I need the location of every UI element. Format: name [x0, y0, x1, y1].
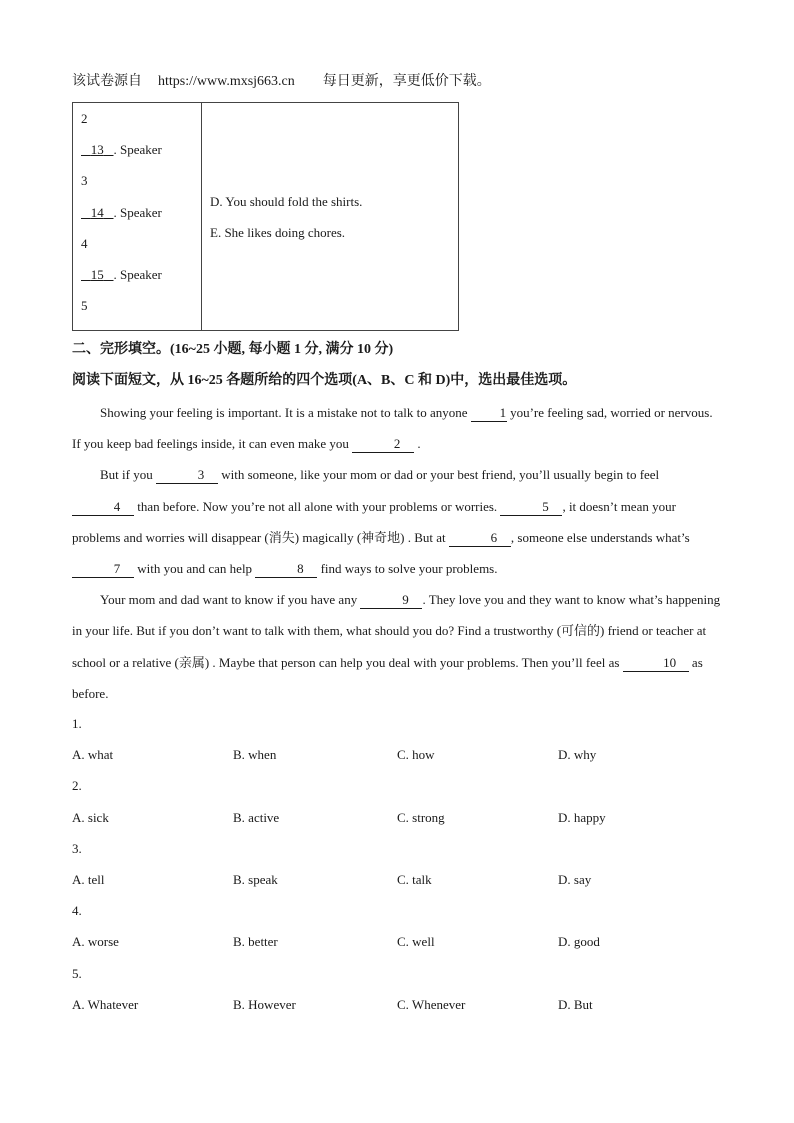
section-title: 二、完形填空。(16~25 小题, 每小题 1 分, 满分 10 分) [72, 342, 394, 357]
option-b[interactable]: B. However [233, 996, 296, 1012]
speaker-row [81, 134, 201, 165]
speaker-label: . Speaker [113, 204, 162, 220]
cloze-blank-3[interactable]: 3 [156, 466, 218, 484]
paragraph-2: But if you 3 with someone, like your mom or dad or your best friend, you’ll usually begin to feel 4 than before. Now you’re not all alone with your problems or worries. 5 , it doesn’t mean your problems and worries will disappear (消失) magically (神奇地) . But at 6 , someone else understands what’s 7 with you and can help 8 find ways to solve your problems. [72, 467, 690, 577]
question-number: 1. [72, 716, 82, 731]
cloze-blank-2[interactable]: 2 [352, 435, 414, 453]
question-options [72, 802, 724, 833]
option-c[interactable]: C. talk [397, 871, 432, 887]
question-number: 4. [72, 903, 82, 919]
question-options [72, 989, 724, 1020]
cloze-blank-10[interactable]: 10 [623, 654, 689, 672]
option-d[interactable]: D. why [558, 747, 597, 763]
question-options [72, 864, 724, 895]
cloze-blank-5[interactable]: 5 [500, 498, 562, 516]
question-number: 3. [72, 840, 82, 856]
option-d[interactable]: D. happy [558, 809, 606, 825]
speaker-column [73, 103, 202, 331]
option-a[interactable]: A. sick [72, 809, 109, 825]
paragraph-3: Your mom and dad want to know if you have any 9 . They love you and they want to know what’s happening in your life. But if you don’t want to talk with them, what should you do? Find a trustworthy (可信的) friend or teacher at school or a relative (亲属) . Maybe that person can help you deal with your problems. Then you’ll feel as 10 as before. [72, 592, 721, 701]
option-c[interactable]: C. strong [397, 809, 445, 825]
answer-blank-15[interactable]: 15 [90, 266, 104, 282]
option-b[interactable]: B. when [233, 747, 277, 763]
answer-blank-14[interactable]: 14 [90, 204, 104, 220]
source-label: 该试卷源自 [72, 74, 142, 89]
cloze-blank-1[interactable]: 1 [471, 404, 507, 422]
option-c[interactable]: C. how [397, 747, 435, 763]
cloze-blank-9[interactable]: 9 [360, 591, 422, 609]
matching-table [72, 102, 459, 331]
speaker-number: 3 [81, 173, 88, 189]
cloze-blank-6[interactable]: 6 [449, 529, 511, 547]
option-d[interactable]: D. good [558, 934, 600, 950]
speaker-number: 2 [81, 111, 88, 126]
option-b[interactable]: B. speak [233, 871, 278, 887]
question-options [72, 926, 724, 957]
speaker-row [81, 197, 201, 228]
section-instruction: 阅读下面短文，从 16~25 各题所给的四个选项(A、B、C 和 D)中，选出最佳选项。 [72, 373, 577, 388]
option-d[interactable]: D. say [558, 871, 592, 887]
speaker-label: . Speaker [113, 266, 162, 282]
option-e: E. She likes doing chores. [210, 224, 346, 240]
source-url[interactable]: https://www.mxsj663.cn [158, 74, 295, 89]
option-d[interactable]: D. But [558, 996, 593, 1012]
cloze-passage [72, 397, 724, 709]
question-number: 2. [72, 778, 82, 794]
option-a[interactable]: A. what [72, 747, 114, 763]
cloze-blank-8[interactable]: 8 [255, 560, 317, 578]
question-list [72, 708, 724, 1020]
question-options [72, 739, 724, 770]
option-c[interactable]: C. Whenever [397, 996, 466, 1012]
option-b[interactable]: B. active [233, 809, 280, 825]
cloze-blank-7[interactable]: 7 [72, 560, 134, 578]
speaker-number: 4 [81, 235, 88, 251]
speaker-number: 5 [81, 298, 88, 314]
option-a[interactable]: A. worse [72, 934, 119, 950]
cloze-blank-4[interactable]: 4 [72, 498, 134, 516]
question-number: 5. [72, 965, 82, 981]
option-c[interactable]: C. well [397, 934, 435, 950]
page-header [72, 70, 491, 90]
option-a[interactable]: A. Whatever [72, 996, 139, 1012]
options-column [202, 103, 459, 331]
speaker-row [81, 259, 201, 290]
answer-blank-13[interactable]: 13 [90, 142, 104, 158]
option-a[interactable]: A. tell [72, 871, 105, 887]
option-d: D. You should fold the shirts. [210, 193, 363, 209]
option-b[interactable]: B. better [233, 934, 278, 950]
speaker-label: . Speaker [113, 142, 162, 158]
header-slogan: 每日更新，享更低价下载。 [322, 74, 491, 89]
paragraph-1: Showing your feeling is important. It is a mistake not to talk to anyone 1 you’re feeling sad, worried or nervous. If you keep bad feelings inside, it can even make you 2 . [72, 405, 713, 452]
